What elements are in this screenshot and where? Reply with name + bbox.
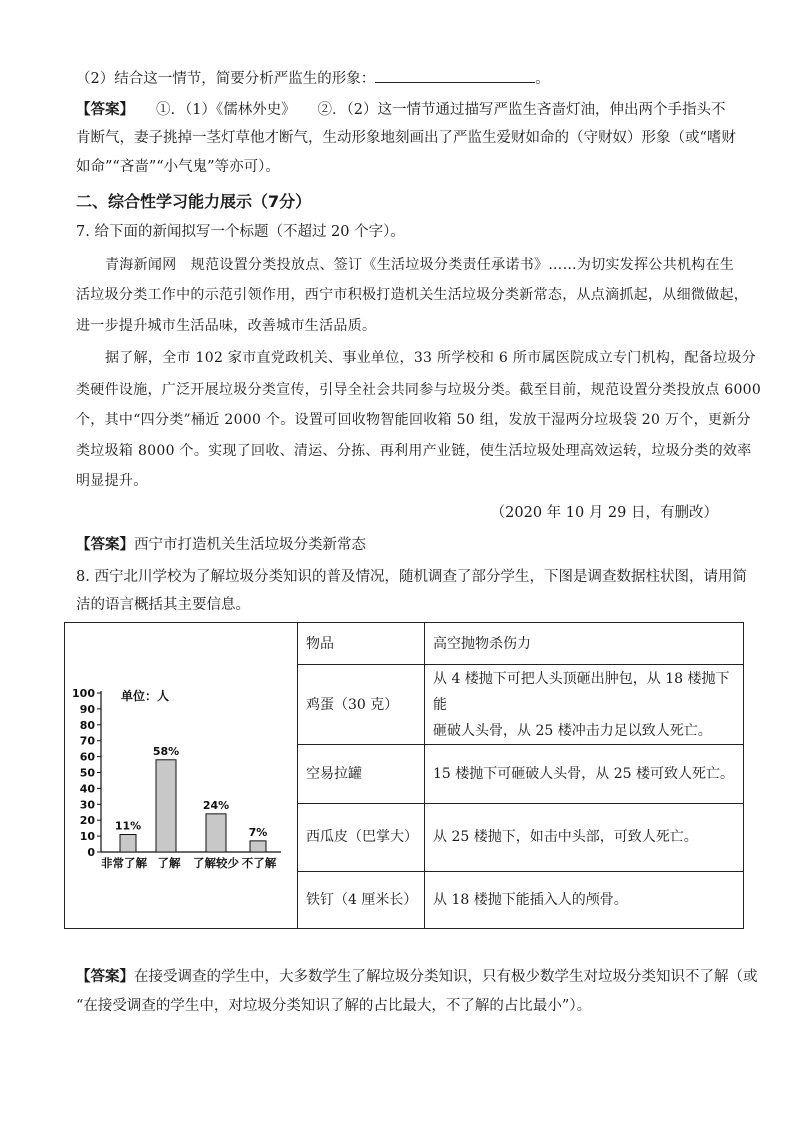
bar xyxy=(250,841,266,852)
table-row xyxy=(298,665,744,745)
answer-tag: 【答案】 xyxy=(76,968,134,985)
table-cell-harm xyxy=(425,665,744,745)
q8-answer-text-1: 在接受调查的学生中，大多数学生了解垃圾分类知识，只有极少数学生对垃圾分类知识不了解（或 xyxy=(134,969,758,985)
table-row xyxy=(298,745,744,803)
q6-answer-text-1: ①．（1）《儒林外史》 ②．（2）这一情节通过描写严监生吝啬灯油，伸出两个手指头不 xyxy=(156,102,726,118)
q6-sub2 xyxy=(76,68,550,89)
category-label: 了解较少 xyxy=(193,856,239,870)
bar-value-label: 58% xyxy=(152,744,180,758)
q8-prompt-line-1: 8. 西宁北川学校为了解垃圾分类知识的普及情况，随机调查了部分学生，下图是调查数据柱状图，请用简 xyxy=(76,569,747,585)
table-header-row xyxy=(298,623,744,665)
table-cell-item: 铁钉（4 厘米长） xyxy=(298,871,425,928)
table-cell-item: 西瓜皮（巴掌大） xyxy=(298,803,425,871)
news-line-8: 明显提升。 xyxy=(76,473,148,489)
q7-answer-text: 西宁市打造机关生活垃圾分类新常态 xyxy=(134,537,366,553)
q7-prompt: 7. 给下面的新闻拟写一个标题（不超过 20 个字）。 xyxy=(76,224,405,240)
y-tick-label: 60 xyxy=(79,750,95,764)
harm-table xyxy=(297,622,744,929)
news-line-3: 进一步提升城市生活品味，改善城市生活品质。 xyxy=(76,318,377,334)
news-line-6: 个，其中“四分类”桶近 2000 个。设置可回收物智能回收箱 50 组，发放干湿两分垃圾袋 20 万个，更新分 xyxy=(76,412,751,428)
table-cell-item: 鸡蛋（30 克） xyxy=(298,665,425,745)
bar xyxy=(156,760,176,852)
y-tick-label: 80 xyxy=(79,718,95,732)
bar-value-label: 11% xyxy=(114,819,142,833)
bar-value-label: 24% xyxy=(202,798,230,812)
q6-answer-line-3: 如命”“吝啬”“小气鬼”等亦可）。 xyxy=(76,159,280,175)
table-row xyxy=(298,871,744,928)
q8-answer-line-2: “在接受调查的学生中，对垃圾分类知识了解的占比最大，不了解的占比最小”）。 xyxy=(76,998,592,1014)
table-cell-line: 砸破人头骨，从 25 楼冲击力足以致人死亡。 xyxy=(433,722,712,739)
table-header-item: 物品 xyxy=(298,623,425,665)
table-cell-harm: 从 18 楼抛下能插入人的颅骨。 xyxy=(425,871,744,928)
category-label: 不了解 xyxy=(241,856,277,870)
y-tick-label: 100 xyxy=(72,687,95,700)
news-line-7: 类垃圾箱 8000 个。实现了回收、清运、分拣、再利用产业链，使生活垃圾处理高效运转，垃圾分类的效率 xyxy=(76,443,752,459)
bar-value-label: 7% xyxy=(248,825,268,839)
q7-answer xyxy=(76,535,366,555)
news-line-4: 据了解，全市 102 家市直党政机关、事业单位，33 所学校和 6 所市属医院成立专门机构，配备垃圾分 xyxy=(105,350,756,366)
q6-sub2-text: （2）结合这一情节，简要分析严监生的形象： xyxy=(76,71,376,87)
table-row xyxy=(298,803,744,871)
q6-answer-line-2: 肯断气，妻子挑掉一茎灯草他才断气，生动形象地刻画出了严监生爱财如命的（守财奴）形象（或“嗜财 xyxy=(76,130,736,146)
y-tick-label: 10 xyxy=(79,830,95,844)
section-title: 二、综合性学习能力展示（7分） xyxy=(76,192,312,211)
news-line-1: 青海新闻网 规范设置分类投放点、签订《生活垃圾分类责任承诺书》……为切实发挥公共机构在生 xyxy=(105,257,735,273)
q6-sub2-end: 。 xyxy=(535,71,550,87)
answer-blank xyxy=(375,68,535,83)
y-tick-label: 0 xyxy=(87,846,95,859)
news-line-2: 活垃圾分类工作中的示范引领作用，西宁市积极打造机关生活垃圾分类新常态，从点滴抓起，从细微做起， xyxy=(76,287,749,303)
table-cell-harm: 15 楼抛下可砸破人头骨，从 25 楼可致人死亡。 xyxy=(425,745,744,803)
news-line-5: 类硬件设施，广泛开展垃圾分类宣传，引导全社会共同参与垃圾分类。截至目前，规范设置分类投放点 6000 xyxy=(76,382,762,398)
q8-prompt-line-2: 洁的语言概括其主要信息。 xyxy=(76,597,250,613)
bar xyxy=(120,835,136,852)
y-tick-label: 20 xyxy=(79,814,95,828)
unit-label: 单位：人 xyxy=(121,689,170,703)
table-cell-harm: 从 25 楼抛下，如击中头部，可致人死亡。 xyxy=(425,803,744,871)
y-tick-label: 30 xyxy=(79,798,95,812)
y-tick-label: 50 xyxy=(79,766,95,780)
table-header-harm: 高空抛物杀伤力 xyxy=(425,623,744,665)
y-tick-label: 40 xyxy=(79,782,95,796)
answer-tag: 【答案】 xyxy=(76,101,134,118)
bar-chart xyxy=(66,624,296,927)
category-label: 非常了解 xyxy=(101,856,147,870)
q8-answer-line-1 xyxy=(76,967,758,987)
news-source: （2020 年 10 月 29 日，有删改） xyxy=(490,505,718,521)
q6-answer-line-1 xyxy=(76,100,725,120)
y-tick-label: 70 xyxy=(79,734,95,748)
category-label: 了解 xyxy=(157,856,181,870)
table-cell-line: 从 4 楼抛下可把人头顶砸出肿包，从 18 楼抛下能 xyxy=(433,670,730,713)
answer-tag: 【答案】 xyxy=(76,536,134,553)
table-cell-item: 空易拉罐 xyxy=(298,745,425,803)
bar xyxy=(206,814,226,852)
y-tick-label: 90 xyxy=(79,702,95,716)
